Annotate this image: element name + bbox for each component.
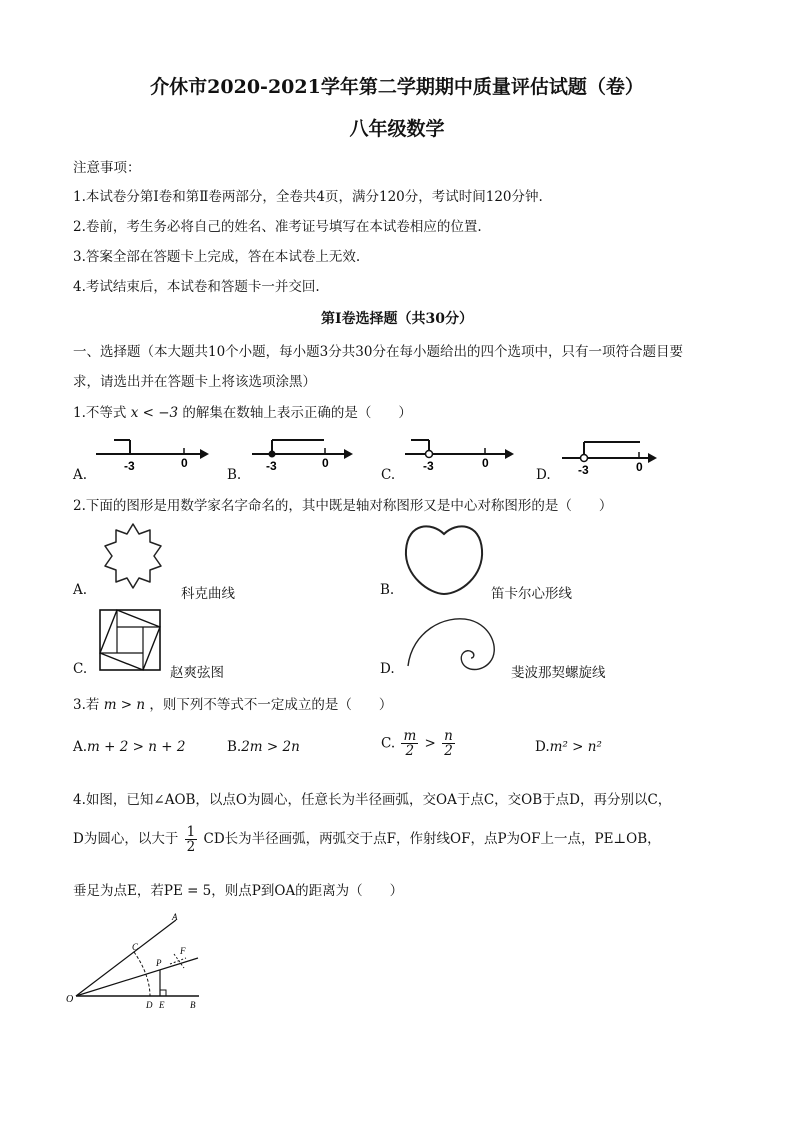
section-title: 第Ⅰ卷选择题（共30分）: [320, 311, 474, 327]
q2-option-a-name: 科克曲线: [181, 586, 235, 602]
q3-option-d-math: m² > n²: [549, 739, 602, 755]
q3-stem: [73, 693, 392, 713]
q1-a-tick-right: 0: [181, 456, 188, 470]
q3-option-c: [381, 729, 457, 758]
label-e: E: [159, 1000, 165, 1010]
q4-line-2: [73, 825, 661, 854]
notice-item-2: 2.卷前，考生务必将自己的姓名、准考证号填写在本试卷相应的位置.: [73, 219, 482, 235]
q2-option-a-label: A.: [73, 582, 88, 598]
label-o: O: [66, 994, 74, 1005]
q1-b-tick-right: 0: [322, 456, 329, 470]
q1-d-tick-right: 0: [636, 460, 643, 474]
q3-option-a-label: A.: [73, 739, 88, 755]
label-d: D: [146, 1000, 153, 1010]
q1-c-tick-left: -3: [423, 459, 434, 473]
q3-stem-suffix: ，则下列不等式不一定成立的是（ ）: [149, 697, 393, 713]
label-c: C: [132, 942, 139, 952]
q2-option-d-label: D.: [380, 661, 395, 677]
q4-frac-den: 2: [186, 839, 196, 855]
q3-option-b-label: B.: [227, 739, 242, 755]
notice-heading: 注意事项：: [73, 160, 141, 176]
q2-option-b-label: B.: [380, 582, 395, 598]
q1-option-a-label: A.: [73, 467, 88, 483]
section-instructions-2: 求，请选出并在答题卡上将该选项涂黑）: [73, 374, 316, 390]
q4-frac-num: 1: [186, 824, 196, 840]
q2-option-d-name: 斐波那契螺旋线: [511, 665, 606, 681]
q3-stem-math: m > n: [103, 697, 146, 713]
q1-stem: [73, 401, 412, 421]
q4-fraction: [185, 825, 198, 854]
q3-option-d: [535, 739, 602, 755]
q3-option-a-math: m + 2 > n + 2: [87, 739, 186, 755]
q3-stem-prefix: 3.若: [73, 697, 100, 713]
section-instructions-1: 一、选择题（本大题共10个小题，每小题3分共30分在每小题给出的四个选项中，只有一项符合题目要: [73, 344, 683, 360]
angle-bisector-figure: [66, 912, 216, 1012]
q1-c-tick-right: 0: [482, 456, 489, 470]
q1-b-tick-left: -3: [266, 459, 277, 473]
q4-line-2b: CD长为半径画弧，两弧交于点F，作射线OF，点P为OF上一点，PE⊥OB，: [203, 831, 661, 847]
q3-option-c-label: C.: [381, 735, 396, 752]
label-p: P: [156, 958, 162, 968]
q4-line-3: 垂足为点E，若PE = 5，则点P到OA的距离为（ ）: [73, 883, 404, 899]
q3-option-a: [73, 739, 185, 755]
notice-item-3: 3.答案全部在答题卡上完成，答在本试卷上无效.: [73, 249, 361, 265]
label-b: B: [190, 1000, 196, 1010]
q1-a-tick-left: -3: [124, 459, 135, 473]
q1-number-line-d: [562, 436, 672, 476]
q3-option-c-gt: >: [424, 735, 436, 752]
q1-stem-suffix: 的解集在数轴上表示正确的是（ ）: [182, 405, 412, 421]
q3-option-b: [227, 739, 300, 755]
q1-option-c-label: C.: [381, 467, 396, 483]
page-title: 介休市2020-2021学年第二学期期中质量评估试题（卷）: [150, 76, 644, 98]
q1-d-tick-left: -3: [578, 463, 589, 477]
label-f: F: [180, 946, 186, 956]
q3-option-b-math: 2m > 2n: [241, 739, 300, 755]
q3-option-c-frac-n: [442, 729, 455, 758]
q3-option-c-den-1: 2: [405, 743, 415, 759]
page-subtitle: 八年级数学: [349, 118, 445, 140]
label-a: A: [172, 912, 178, 922]
q1-stem-math: x < −3: [130, 405, 179, 421]
notice-item-4: 4.考试结束后，本试卷和答题卡一并交回.: [73, 279, 320, 295]
fibonacci-spiral-figure: [404, 612, 504, 682]
q3-option-c-num-m: m: [403, 728, 417, 744]
q2-option-c-label: C.: [73, 661, 88, 677]
q4-line-2a: D为圆心，以大于: [73, 831, 179, 847]
q3-option-d-label: D.: [535, 739, 550, 755]
q1-option-b-label: B.: [227, 467, 242, 483]
q1-stem-prefix: 1.不等式: [73, 405, 127, 421]
q1-option-d-label: D.: [536, 467, 551, 483]
notice-item-1: 1.本试卷分第Ⅰ卷和第Ⅱ卷两部分，全卷共4页，满分120分，考试时间120分钟.: [73, 189, 543, 205]
q3-option-c-num-n: n: [444, 728, 453, 744]
koch-curve-figure: [98, 522, 168, 592]
q1-number-line-b: [252, 436, 372, 476]
q2-option-c-name: 赵爽弦图: [170, 665, 224, 681]
q3-option-c-den-2: 2: [444, 743, 453, 759]
q2-stem: 2.下面的图形是用数学家名字命名的，其中既是轴对称图形又是中心对称图形的是（ ）: [73, 498, 613, 514]
zhao-shuang-figure: [99, 609, 163, 673]
q1-number-line-c: [405, 436, 525, 476]
q4-line-1: 4.如图，已知∠AOB，以点O为圆心，任意长为半径画弧，交OA于点C，交OB于点D，再分别以C，: [73, 792, 672, 808]
q3-option-c-frac-m: [401, 729, 418, 758]
cardioid-figure: [402, 520, 487, 598]
q1-number-line-a: [96, 436, 216, 476]
q2-option-b-name: 笛卡尔心形线: [491, 586, 572, 602]
